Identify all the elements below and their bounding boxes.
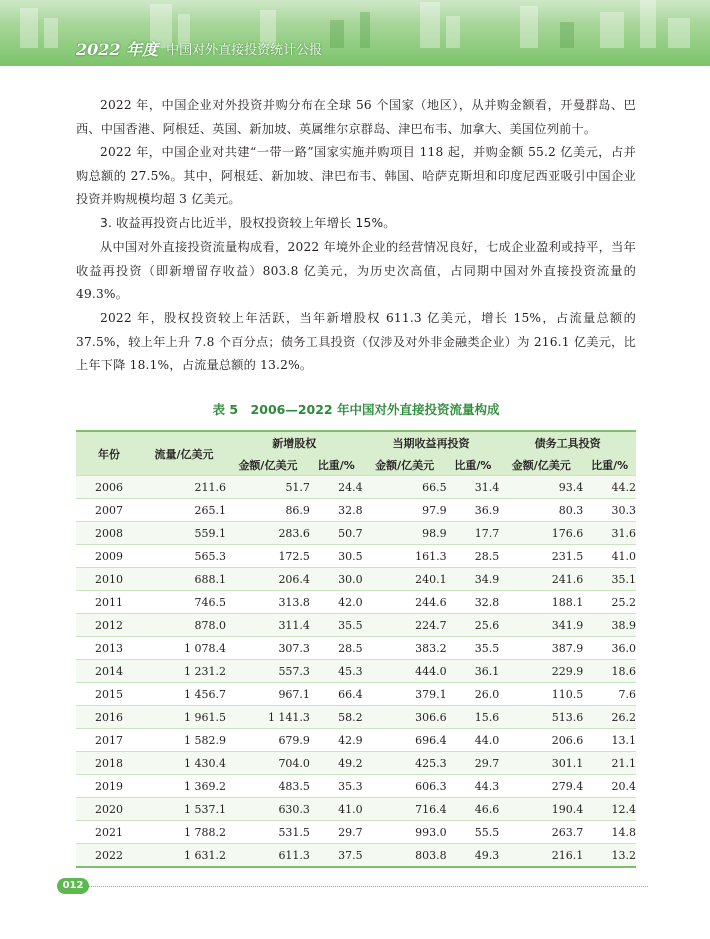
table-cell-value: 263.7 xyxy=(499,821,583,844)
table-cell-value: 45.3 xyxy=(310,660,363,683)
table-cell-value: 36.9 xyxy=(447,499,500,522)
table-cell-value: 35.5 xyxy=(310,614,363,637)
table-cell-value: 557.3 xyxy=(226,660,310,683)
table-cell-value: 1 430.4 xyxy=(142,752,226,775)
table-cell-value: 444.0 xyxy=(363,660,447,683)
table-cell-value: 172.5 xyxy=(226,545,310,568)
table-cell-value: 190.4 xyxy=(499,798,583,821)
table-cell-value: 7.6 xyxy=(583,683,636,706)
table-cell-value: 387.9 xyxy=(499,637,583,660)
table-cell-value: 425.3 xyxy=(363,752,447,775)
table-row xyxy=(76,637,636,660)
table-cell-value: 38.9 xyxy=(583,614,636,637)
table-cell-year: 2017 xyxy=(76,729,142,752)
fdi-flow-composition-table xyxy=(76,430,636,868)
table-cell-value: 17.7 xyxy=(447,522,500,545)
table-cell-value: 513.6 xyxy=(499,706,583,729)
header-reinvest: 当期收益再投资 xyxy=(363,431,500,454)
table-row xyxy=(76,729,636,752)
table-cell-value: 283.6 xyxy=(226,522,310,545)
table-cell-year: 2008 xyxy=(76,522,142,545)
table-cell-year: 2021 xyxy=(76,821,142,844)
table-cell-year: 2007 xyxy=(76,499,142,522)
table-cell-value: 29.7 xyxy=(310,821,363,844)
table-cell-value: 611.3 xyxy=(226,844,310,868)
header-equity-amount: 金额/亿美元 xyxy=(226,454,310,476)
table-row xyxy=(76,614,636,637)
table-row xyxy=(76,683,636,706)
paragraph-belt-road-ma: 2022 年，中国企业对共建“一带一路”国家实施并购项目 118 起，并购金额 55.2 亿美元，占并购总额的 27.5%。其中，阿根廷、新加坡、津巴布韦、韩国、哈萨克斯坦和印度尼西亚吸引中国企业投资并购规模均超 3 亿美元。 xyxy=(76,145,636,206)
table-cell-value: 66.4 xyxy=(310,683,363,706)
table-cell-value: 231.5 xyxy=(499,545,583,568)
table-cell-value: 26.0 xyxy=(447,683,500,706)
table-cell-value: 41.0 xyxy=(310,798,363,821)
table-cell-value: 25.6 xyxy=(447,614,500,637)
table-cell-value: 216.1 xyxy=(499,844,583,868)
table-cell-value: 1 537.1 xyxy=(142,798,226,821)
table-row xyxy=(76,476,636,499)
table-cell-value: 36.1 xyxy=(447,660,500,683)
table-cell-value: 224.7 xyxy=(363,614,447,637)
table-row xyxy=(76,775,636,798)
table-cell-year: 2019 xyxy=(76,775,142,798)
table-row xyxy=(76,660,636,683)
table-cell-year: 2010 xyxy=(76,568,142,591)
footer-divider xyxy=(88,886,648,887)
table-cell-year: 2018 xyxy=(76,752,142,775)
table-cell-value: 46.6 xyxy=(447,798,500,821)
table-cell-value: 240.1 xyxy=(363,568,447,591)
table-cell-year: 2013 xyxy=(76,637,142,660)
table-cell-value: 14.8 xyxy=(583,821,636,844)
table-cell-value: 98.9 xyxy=(363,522,447,545)
table-cell-value: 606.3 xyxy=(363,775,447,798)
table-cell-value: 1 141.3 xyxy=(226,706,310,729)
table-cell-value: 967.1 xyxy=(226,683,310,706)
table-cell-value: 341.9 xyxy=(499,614,583,637)
table-cell-value: 58.2 xyxy=(310,706,363,729)
table-cell-value: 26.2 xyxy=(583,706,636,729)
table-cell-value: 716.4 xyxy=(363,798,447,821)
table-cell-value: 15.6 xyxy=(447,706,500,729)
section-heading: 3. 收益再投资占比近半，股权投资较上年增长 15%。 xyxy=(100,216,396,230)
table-cell-year: 2012 xyxy=(76,614,142,637)
header-reinvest-amount: 金额/亿美元 xyxy=(363,454,447,476)
table-cell-value: 18.6 xyxy=(583,660,636,683)
table-cell-value: 24.4 xyxy=(310,476,363,499)
table-cell-value: 34.9 xyxy=(447,568,500,591)
header-debt-share: 比重/% xyxy=(583,454,636,476)
table-cell-value: 28.5 xyxy=(447,545,500,568)
table-cell-value: 31.4 xyxy=(447,476,500,499)
table-cell-value: 41.0 xyxy=(583,545,636,568)
header-equity: 新增股权 xyxy=(226,431,363,454)
table-cell-value: 229.9 xyxy=(499,660,583,683)
table-cell-value: 241.6 xyxy=(499,568,583,591)
table-row xyxy=(76,844,636,868)
table-cell-value: 42.9 xyxy=(310,729,363,752)
table-cell-value: 206.6 xyxy=(499,729,583,752)
table-cell-value: 531.5 xyxy=(226,821,310,844)
table-cell-value: 30.0 xyxy=(310,568,363,591)
table-cell-value: 12.4 xyxy=(583,798,636,821)
table-cell-value: 49.2 xyxy=(310,752,363,775)
table-row xyxy=(76,752,636,775)
table-caption: 表 5 2006—2022 年中国对外直接投资流量构成 xyxy=(212,402,500,417)
table-cell-value: 1 231.2 xyxy=(142,660,226,683)
table-row xyxy=(76,706,636,729)
table-cell-year: 2015 xyxy=(76,683,142,706)
table-cell-value: 279.4 xyxy=(499,775,583,798)
paragraph-flow-composition: 从中国对外直接投资流量构成看，2022 年境外企业的经营情况良好，七成企业盈利或持平，当年收益再投资（即新增留存收益）803.8 亿美元，为历史次高值，占同期中国对外直接投资流量的 49.3%。 xyxy=(76,240,636,301)
page-header xyxy=(0,0,710,66)
table-cell-value: 29.7 xyxy=(447,752,500,775)
page-number: 012 xyxy=(57,878,89,894)
header-debt-amount: 金额/亿美元 xyxy=(499,454,583,476)
table-cell-value: 86.9 xyxy=(226,499,310,522)
table-cell-value: 55.5 xyxy=(447,821,500,844)
table-cell-value: 21.1 xyxy=(583,752,636,775)
table-cell-value: 1 961.5 xyxy=(142,706,226,729)
table-cell-value: 1 456.7 xyxy=(142,683,226,706)
table-cell-value: 188.1 xyxy=(499,591,583,614)
table-cell-value: 97.9 xyxy=(363,499,447,522)
table-cell-value: 31.6 xyxy=(583,522,636,545)
table-cell-value: 93.4 xyxy=(499,476,583,499)
table-cell-value: 176.6 xyxy=(499,522,583,545)
table-cell-year: 2014 xyxy=(76,660,142,683)
table-cell-value: 80.3 xyxy=(499,499,583,522)
table-cell-value: 32.8 xyxy=(447,591,500,614)
header-debt: 债务工具投资 xyxy=(499,431,636,454)
table-cell-value: 44.3 xyxy=(447,775,500,798)
table-cell-year: 2016 xyxy=(76,706,142,729)
table-cell-value: 630.3 xyxy=(226,798,310,821)
table-cell-value: 13.2 xyxy=(583,844,636,868)
table-cell-value: 30.5 xyxy=(310,545,363,568)
table-cell-value: 13.1 xyxy=(583,729,636,752)
table-row xyxy=(76,798,636,821)
table-cell-value: 20.4 xyxy=(583,775,636,798)
table-cell-value: 679.9 xyxy=(226,729,310,752)
header-reinvest-share: 比重/% xyxy=(447,454,500,476)
table-cell-value: 110.5 xyxy=(499,683,583,706)
table-cell-value: 746.5 xyxy=(142,591,226,614)
table-cell-value: 49.3 xyxy=(447,844,500,868)
table-cell-value: 1 788.2 xyxy=(142,821,226,844)
table-cell-year: 2009 xyxy=(76,545,142,568)
table-cell-value: 993.0 xyxy=(363,821,447,844)
table-cell-value: 35.3 xyxy=(310,775,363,798)
table-cell-value: 50.7 xyxy=(310,522,363,545)
table-cell-value: 878.0 xyxy=(142,614,226,637)
table-cell-value: 44.2 xyxy=(583,476,636,499)
table-row xyxy=(76,568,636,591)
table-cell-value: 307.3 xyxy=(226,637,310,660)
table-cell-year: 2011 xyxy=(76,591,142,614)
table-cell-year: 2006 xyxy=(76,476,142,499)
table-cell-value: 383.2 xyxy=(363,637,447,660)
table-cell-value: 696.4 xyxy=(363,729,447,752)
paragraph-ma-distribution: 2022 年，中国企业对外投资并购分布在全球 56 个国家（地区），从并购金额看，开曼群岛、巴西、中国香港、阿根廷、英国、新加坡、英属维尔京群岛、津巴布韦、加拿大、美国位列前十。 xyxy=(76,98,636,136)
table-row xyxy=(76,522,636,545)
table-cell-value: 66.5 xyxy=(363,476,447,499)
table-row xyxy=(76,821,636,844)
table-cell-value: 32.8 xyxy=(310,499,363,522)
header-flow: 流量/亿美元 xyxy=(142,431,226,476)
report-year-tag: 2022 年度 xyxy=(76,39,159,59)
table-cell-value: 265.1 xyxy=(142,499,226,522)
table-row xyxy=(76,499,636,522)
table-cell-value: 483.5 xyxy=(226,775,310,798)
table-cell-value: 44.0 xyxy=(447,729,500,752)
table-cell-value: 206.4 xyxy=(226,568,310,591)
table-cell-value: 688.1 xyxy=(142,568,226,591)
table-cell-value: 37.5 xyxy=(310,844,363,868)
header-band xyxy=(0,34,400,62)
table-cell-value: 25.2 xyxy=(583,591,636,614)
table-cell-year: 2022 xyxy=(76,844,142,868)
table-cell-value: 30.3 xyxy=(583,499,636,522)
table-cell-value: 559.1 xyxy=(142,522,226,545)
table-cell-value: 311.4 xyxy=(226,614,310,637)
header-equity-share: 比重/% xyxy=(310,454,363,476)
table-cell-year: 2020 xyxy=(76,798,142,821)
table-cell-value: 1 078.4 xyxy=(142,637,226,660)
table-cell-value: 244.6 xyxy=(363,591,447,614)
table-row xyxy=(76,591,636,614)
table-cell-value: 301.1 xyxy=(499,752,583,775)
table-cell-value: 28.5 xyxy=(310,637,363,660)
table-cell-value: 161.3 xyxy=(363,545,447,568)
table-cell-value: 306.6 xyxy=(363,706,447,729)
report-title: 中国对外直接投资统计公报 xyxy=(166,42,323,58)
header-year: 年份 xyxy=(76,431,142,476)
table-cell-value: 35.5 xyxy=(447,637,500,660)
table-cell-value: 1 369.2 xyxy=(142,775,226,798)
table-cell-value: 379.1 xyxy=(363,683,447,706)
table-cell-value: 1 582.9 xyxy=(142,729,226,752)
table-cell-value: 704.0 xyxy=(226,752,310,775)
table-cell-value: 211.6 xyxy=(142,476,226,499)
table-cell-value: 42.0 xyxy=(310,591,363,614)
table-cell-value: 1 631.2 xyxy=(142,844,226,868)
table-cell-value: 36.0 xyxy=(583,637,636,660)
table-cell-value: 803.8 xyxy=(363,844,447,868)
table-cell-value: 313.8 xyxy=(226,591,310,614)
table-cell-value: 35.1 xyxy=(583,568,636,591)
table-cell-value: 51.7 xyxy=(226,476,310,499)
paragraph-equity-debt: 2022 年，股权投资较上年活跃，当年新增股权 611.3 亿美元，增长 15%，占流量总额的 37.5%，较上年上升 7.8 个百分点；债务工具投资（仅涉及对外非金融类企业）为 216.1 亿美元，比上年下降 18.1%，占流量总额的 13.2%。 xyxy=(76,311,636,372)
table-cell-value: 565.3 xyxy=(142,545,226,568)
table-row xyxy=(76,545,636,568)
